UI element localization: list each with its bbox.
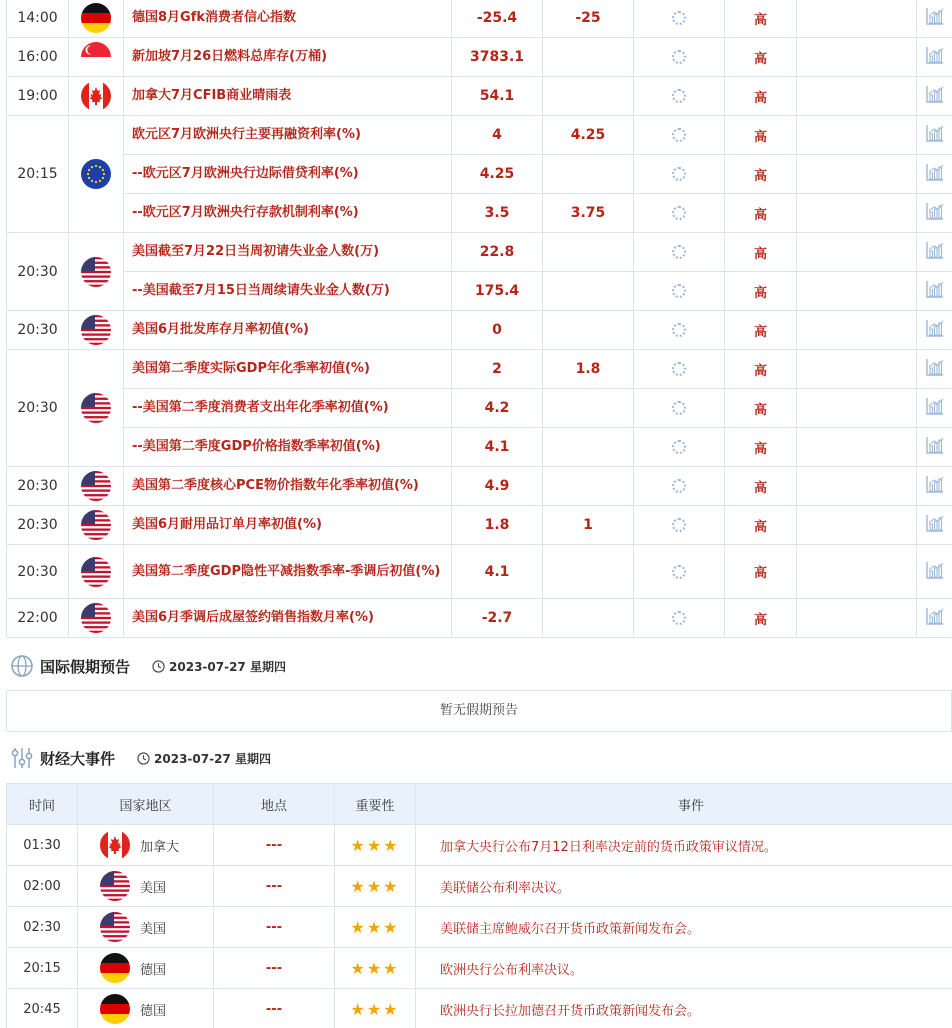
indicator-actual	[634, 155, 725, 194]
event-country	[78, 866, 214, 907]
flag-us-icon	[81, 510, 111, 540]
indicator-extra	[797, 545, 917, 599]
indicator-name[interactable]: 美国第二季度GDP隐性平减指数季率-季调后初值(%)	[124, 545, 452, 599]
chart-icon[interactable]	[925, 6, 945, 26]
indicator-name[interactable]: 新加坡7月26日燃料总库存(万桶)	[124, 38, 452, 77]
chart-icon[interactable]	[925, 357, 945, 377]
country-flag	[69, 545, 124, 599]
indicator-importance: 高	[725, 233, 797, 272]
indicator-row	[7, 467, 952, 506]
holiday-date	[152, 658, 286, 675]
event-location: ---	[214, 907, 335, 948]
indicator-chart-link[interactable]	[917, 272, 952, 311]
indicator-previous: 175.4	[452, 272, 543, 311]
events-header-row	[7, 784, 952, 825]
indicator-importance: 高	[725, 506, 797, 545]
indicator-forecast	[543, 233, 634, 272]
indicator-previous: 4.1	[452, 545, 543, 599]
chart-icon[interactable]	[925, 240, 945, 260]
event-location: ---	[214, 948, 335, 989]
indicator-actual	[634, 38, 725, 77]
loading-spinner-icon	[672, 362, 686, 376]
indicator-actual	[634, 194, 725, 233]
chart-icon[interactable]	[925, 606, 945, 626]
flag-de-icon	[100, 953, 130, 983]
indicator-chart-link[interactable]	[917, 467, 952, 506]
event-country-name: 德国	[140, 1003, 167, 1019]
flag-us-icon	[100, 871, 130, 901]
indicator-previous: -2.7	[452, 599, 543, 638]
event-importance	[335, 825, 416, 866]
indicator-importance: 高	[725, 389, 797, 428]
indicator-time: 20:30	[7, 311, 69, 350]
holiday-title: 国际假期预告	[40, 657, 131, 676]
indicator-extra	[797, 116, 917, 155]
event-row	[7, 825, 952, 866]
indicator-importance: 高	[725, 272, 797, 311]
event-location: ---	[214, 825, 335, 866]
event-description[interactable]: 美联储主席鲍威尔召开货币政策新闻发布会。	[416, 907, 952, 948]
indicator-actual	[634, 311, 725, 350]
event-row	[7, 866, 952, 907]
chart-icon[interactable]	[925, 560, 945, 580]
indicator-chart-link[interactable]	[917, 506, 952, 545]
indicator-forecast	[543, 77, 634, 116]
indicator-actual	[634, 116, 725, 155]
indicator-chart-link[interactable]	[917, 77, 952, 116]
loading-spinner-icon	[672, 284, 686, 298]
chart-icon[interactable]	[925, 201, 945, 221]
indicator-forecast: 3.75	[543, 194, 634, 233]
indicator-previous: 4.25	[452, 155, 543, 194]
indicator-chart-link[interactable]	[917, 350, 952, 389]
indicator-name[interactable]: --美国截至7月15日当周续请失业金人数(万)	[124, 272, 452, 311]
indicator-previous: 3.5	[452, 194, 543, 233]
indicator-chart-link[interactable]	[917, 194, 952, 233]
indicator-time: 20:30	[7, 506, 69, 545]
country-flag	[69, 311, 124, 350]
event-country-name: 美国	[140, 880, 167, 896]
event-row	[7, 989, 952, 1028]
indicator-row	[7, 77, 952, 116]
indicator-importance: 高	[725, 467, 797, 506]
indicator-name[interactable]: --欧元区7月欧洲央行存款机制利率(%)	[124, 194, 452, 233]
event-time: 20:45	[7, 989, 78, 1028]
event-importance	[335, 907, 416, 948]
globe-icon	[10, 654, 34, 678]
country-flag	[69, 0, 124, 38]
chart-icon[interactable]	[925, 474, 945, 494]
indicator-name[interactable]: 美国6月批发库存月率初值(%)	[124, 311, 452, 350]
loading-spinner-icon	[672, 611, 686, 625]
indicator-name[interactable]: 美国第二季度核心PCE物价指数年化季率初值(%)	[124, 467, 452, 506]
country-flag	[69, 467, 124, 506]
events-date	[137, 750, 271, 767]
indicator-actual	[634, 350, 725, 389]
header-location: 地点	[214, 784, 335, 825]
indicator-chart-link[interactable]	[917, 599, 952, 638]
event-country-name: 美国	[140, 921, 167, 937]
indicator-forecast	[543, 155, 634, 194]
indicator-name[interactable]: 欧元区7月欧洲央行主要再融资利率(%)	[124, 116, 452, 155]
indicator-actual	[634, 506, 725, 545]
chart-icon[interactable]	[925, 279, 945, 299]
indicator-forecast: -25	[543, 0, 634, 38]
indicator-actual	[634, 233, 725, 272]
header-importance: 重要性	[335, 784, 416, 825]
indicator-actual	[634, 545, 725, 599]
indicator-previous: 3783.1	[452, 38, 543, 77]
indicator-row	[7, 233, 952, 272]
indicator-forecast: 1	[543, 506, 634, 545]
loading-spinner-icon	[672, 479, 686, 493]
loading-spinner-icon	[672, 206, 686, 220]
indicator-name[interactable]: 美国6月耐用品订单月率初值(%)	[124, 506, 452, 545]
indicator-importance: 高	[725, 155, 797, 194]
chart-icon[interactable]	[925, 45, 945, 65]
event-description[interactable]: 欧洲央行长拉加德召开货币政策新闻发布会。	[416, 989, 952, 1028]
indicator-importance: 高	[725, 77, 797, 116]
event-time: 02:00	[7, 866, 78, 907]
indicator-forecast	[543, 389, 634, 428]
event-country-name: 加拿大	[140, 839, 180, 855]
flag-de-icon	[100, 994, 130, 1024]
indicator-importance: 高	[725, 194, 797, 233]
indicator-name[interactable]: --美国第二季度GDP价格指数季率初值(%)	[124, 428, 452, 467]
star-icon: ★★★	[350, 958, 400, 978]
chart-icon[interactable]	[925, 435, 945, 455]
indicator-previous: 4.9	[452, 467, 543, 506]
indicator-row	[7, 350, 952, 389]
chart-icon[interactable]	[925, 396, 945, 416]
star-icon: ★★★	[350, 876, 400, 896]
indicator-row	[7, 155, 952, 194]
flag-us-icon	[81, 603, 111, 633]
event-importance	[335, 866, 416, 907]
sliders-icon	[10, 746, 34, 770]
country-flag	[69, 233, 124, 311]
indicator-forecast	[543, 599, 634, 638]
event-country	[78, 989, 214, 1028]
chart-icon[interactable]	[925, 84, 945, 104]
indicator-importance: 高	[725, 38, 797, 77]
star-icon: ★★★	[350, 835, 400, 855]
events-table-body	[7, 825, 952, 1028]
event-location: ---	[214, 866, 335, 907]
indicator-chart-link[interactable]	[917, 116, 952, 155]
event-country	[78, 948, 214, 989]
indicator-importance: 高	[725, 350, 797, 389]
flag-us-icon	[81, 257, 111, 287]
indicator-time: 20:30	[7, 545, 69, 599]
indicator-extra	[797, 233, 917, 272]
indicator-forecast	[543, 428, 634, 467]
flag-ca-icon	[100, 830, 130, 860]
indicator-previous: 1.8	[452, 506, 543, 545]
events-title: 财经大事件	[40, 749, 116, 768]
flag-us-icon	[81, 557, 111, 587]
indicator-actual	[634, 428, 725, 467]
country-flag	[69, 77, 124, 116]
loading-spinner-icon	[672, 518, 686, 532]
events-table	[6, 783, 952, 1028]
indicator-time: 19:00	[7, 77, 69, 116]
indicator-actual	[634, 0, 725, 38]
event-country	[78, 825, 214, 866]
indicator-extra	[797, 389, 917, 428]
indicator-extra	[797, 311, 917, 350]
header-country: 国家地区	[78, 784, 214, 825]
event-time: 20:15	[7, 948, 78, 989]
indicator-row	[7, 428, 952, 467]
indicator-extra	[797, 272, 917, 311]
indicator-extra	[797, 0, 917, 38]
events-date-text: 2023-07-27 星期四	[154, 751, 271, 766]
indicator-time: 14:00	[7, 0, 69, 38]
indicator-forecast	[543, 38, 634, 77]
indicator-forecast	[543, 311, 634, 350]
holiday-date-text: 2023-07-27 星期四	[169, 659, 286, 674]
star-icon: ★★★	[350, 999, 400, 1019]
indicator-name[interactable]: --美国第二季度消费者支出年化季率初值(%)	[124, 389, 452, 428]
indicator-extra	[797, 599, 917, 638]
flag-us-icon	[100, 912, 130, 942]
indicator-importance: 高	[725, 428, 797, 467]
header-time: 时间	[7, 784, 78, 825]
loading-spinner-icon	[672, 167, 686, 181]
event-description[interactable]: 加拿大央行公布7月12日利率决定前的货币政策审议情况。	[416, 825, 952, 866]
clock-icon	[152, 660, 165, 673]
star-icon: ★★★	[350, 917, 400, 937]
indicator-extra	[797, 506, 917, 545]
indicator-row	[7, 506, 952, 545]
indicator-forecast: 4.25	[543, 116, 634, 155]
event-description[interactable]: 美联储公布利率决议。	[416, 866, 952, 907]
indicator-name[interactable]: 美国6月季调后成屋签约销售指数月率(%)	[124, 599, 452, 638]
indicator-previous: 22.8	[452, 233, 543, 272]
event-importance	[335, 989, 416, 1028]
indicator-row	[7, 194, 952, 233]
indicator-previous: 0	[452, 311, 543, 350]
indicator-extra	[797, 38, 917, 77]
indicator-extra	[797, 155, 917, 194]
country-flag	[69, 506, 124, 545]
flag-ca-icon	[81, 81, 111, 111]
chart-icon[interactable]	[925, 513, 945, 533]
indicator-importance: 高	[725, 545, 797, 599]
indicator-chart-link[interactable]	[917, 0, 952, 38]
indicator-time: 20:15	[7, 116, 69, 233]
country-flag	[69, 350, 124, 467]
indicator-previous: 2	[452, 350, 543, 389]
indicator-table-body	[7, 0, 952, 638]
indicator-row	[7, 599, 952, 638]
event-country-name: 德国	[140, 962, 167, 978]
indicator-extra	[797, 350, 917, 389]
indicator-chart-link[interactable]	[917, 389, 952, 428]
flag-eu-icon	[81, 159, 111, 189]
indicator-chart-link[interactable]	[917, 233, 952, 272]
loading-spinner-icon	[672, 128, 686, 142]
indicator-forecast	[543, 467, 634, 506]
indicator-previous: 4.1	[452, 428, 543, 467]
indicator-chart-link[interactable]	[917, 428, 952, 467]
loading-spinner-icon	[672, 11, 686, 25]
event-importance	[335, 948, 416, 989]
indicator-chart-link[interactable]	[917, 155, 952, 194]
loading-spinner-icon	[672, 401, 686, 415]
country-flag	[69, 116, 124, 233]
indicator-time: 22:00	[7, 599, 69, 638]
indicator-name[interactable]: 美国截至7月22日当周初请失业金人数(万)	[124, 233, 452, 272]
events-section-header	[10, 746, 271, 770]
no-holiday-message: 暂无假期预告	[6, 690, 952, 732]
event-time: 02:30	[7, 907, 78, 948]
indicator-actual	[634, 599, 725, 638]
flag-us-icon	[81, 315, 111, 345]
indicator-extra	[797, 194, 917, 233]
indicator-forecast	[543, 545, 634, 599]
indicator-name[interactable]: 德国8月Gfk消费者信心指数	[124, 0, 452, 38]
event-location: ---	[214, 989, 335, 1028]
indicator-time: 20:30	[7, 350, 69, 467]
indicator-time: 16:00	[7, 38, 69, 77]
indicator-name[interactable]: 美国第二季度实际GDP年化季率初值(%)	[124, 350, 452, 389]
holiday-section-header	[10, 654, 286, 678]
indicator-actual	[634, 389, 725, 428]
indicator-importance: 高	[725, 599, 797, 638]
indicator-forecast: 1.8	[543, 350, 634, 389]
indicator-chart-link[interactable]	[917, 38, 952, 77]
event-row	[7, 907, 952, 948]
indicator-previous: 4.2	[452, 389, 543, 428]
indicator-row	[7, 272, 952, 311]
indicator-row	[7, 545, 952, 599]
indicator-chart-link[interactable]	[917, 311, 952, 350]
indicator-actual	[634, 77, 725, 116]
loading-spinner-icon	[672, 89, 686, 103]
indicator-previous: 54.1	[452, 77, 543, 116]
indicator-actual	[634, 272, 725, 311]
chart-icon[interactable]	[925, 318, 945, 338]
loading-spinner-icon	[672, 440, 686, 454]
flag-us-icon	[81, 471, 111, 501]
country-flag	[69, 38, 124, 77]
loading-spinner-icon	[672, 565, 686, 579]
loading-spinner-icon	[672, 323, 686, 337]
indicator-time: 20:30	[7, 467, 69, 506]
indicator-importance: 高	[725, 311, 797, 350]
indicator-chart-link[interactable]	[917, 545, 952, 599]
indicator-table	[6, 0, 952, 638]
indicator-row	[7, 116, 952, 155]
indicator-time: 20:30	[7, 233, 69, 311]
indicator-row	[7, 38, 952, 77]
indicator-row	[7, 311, 952, 350]
event-row	[7, 948, 952, 989]
indicator-name[interactable]: --欧元区7月欧洲央行边际借贷利率(%)	[124, 155, 452, 194]
indicator-importance: 高	[725, 0, 797, 38]
loading-spinner-icon	[672, 245, 686, 259]
country-flag	[69, 599, 124, 638]
indicator-forecast	[543, 272, 634, 311]
clock-icon	[137, 752, 150, 765]
indicator-importance: 高	[725, 116, 797, 155]
event-country	[78, 907, 214, 948]
indicator-extra	[797, 467, 917, 506]
loading-spinner-icon	[672, 50, 686, 64]
flag-de-icon	[81, 3, 111, 33]
chart-icon[interactable]	[925, 162, 945, 182]
indicator-extra	[797, 428, 917, 467]
event-time: 01:30	[7, 825, 78, 866]
indicator-name[interactable]: 加拿大7月CFIB商业晴雨表	[124, 77, 452, 116]
flag-us-icon	[81, 393, 111, 423]
event-description[interactable]: 欧洲央行公布利率决议。	[416, 948, 952, 989]
indicator-actual	[634, 467, 725, 506]
chart-icon[interactable]	[925, 123, 945, 143]
indicator-row	[7, 0, 952, 38]
indicator-previous: -25.4	[452, 0, 543, 38]
header-event: 事件	[416, 784, 952, 825]
flag-sg-icon	[81, 42, 111, 72]
indicator-extra	[797, 77, 917, 116]
indicator-previous: 4	[452, 116, 543, 155]
indicator-row	[7, 389, 952, 428]
